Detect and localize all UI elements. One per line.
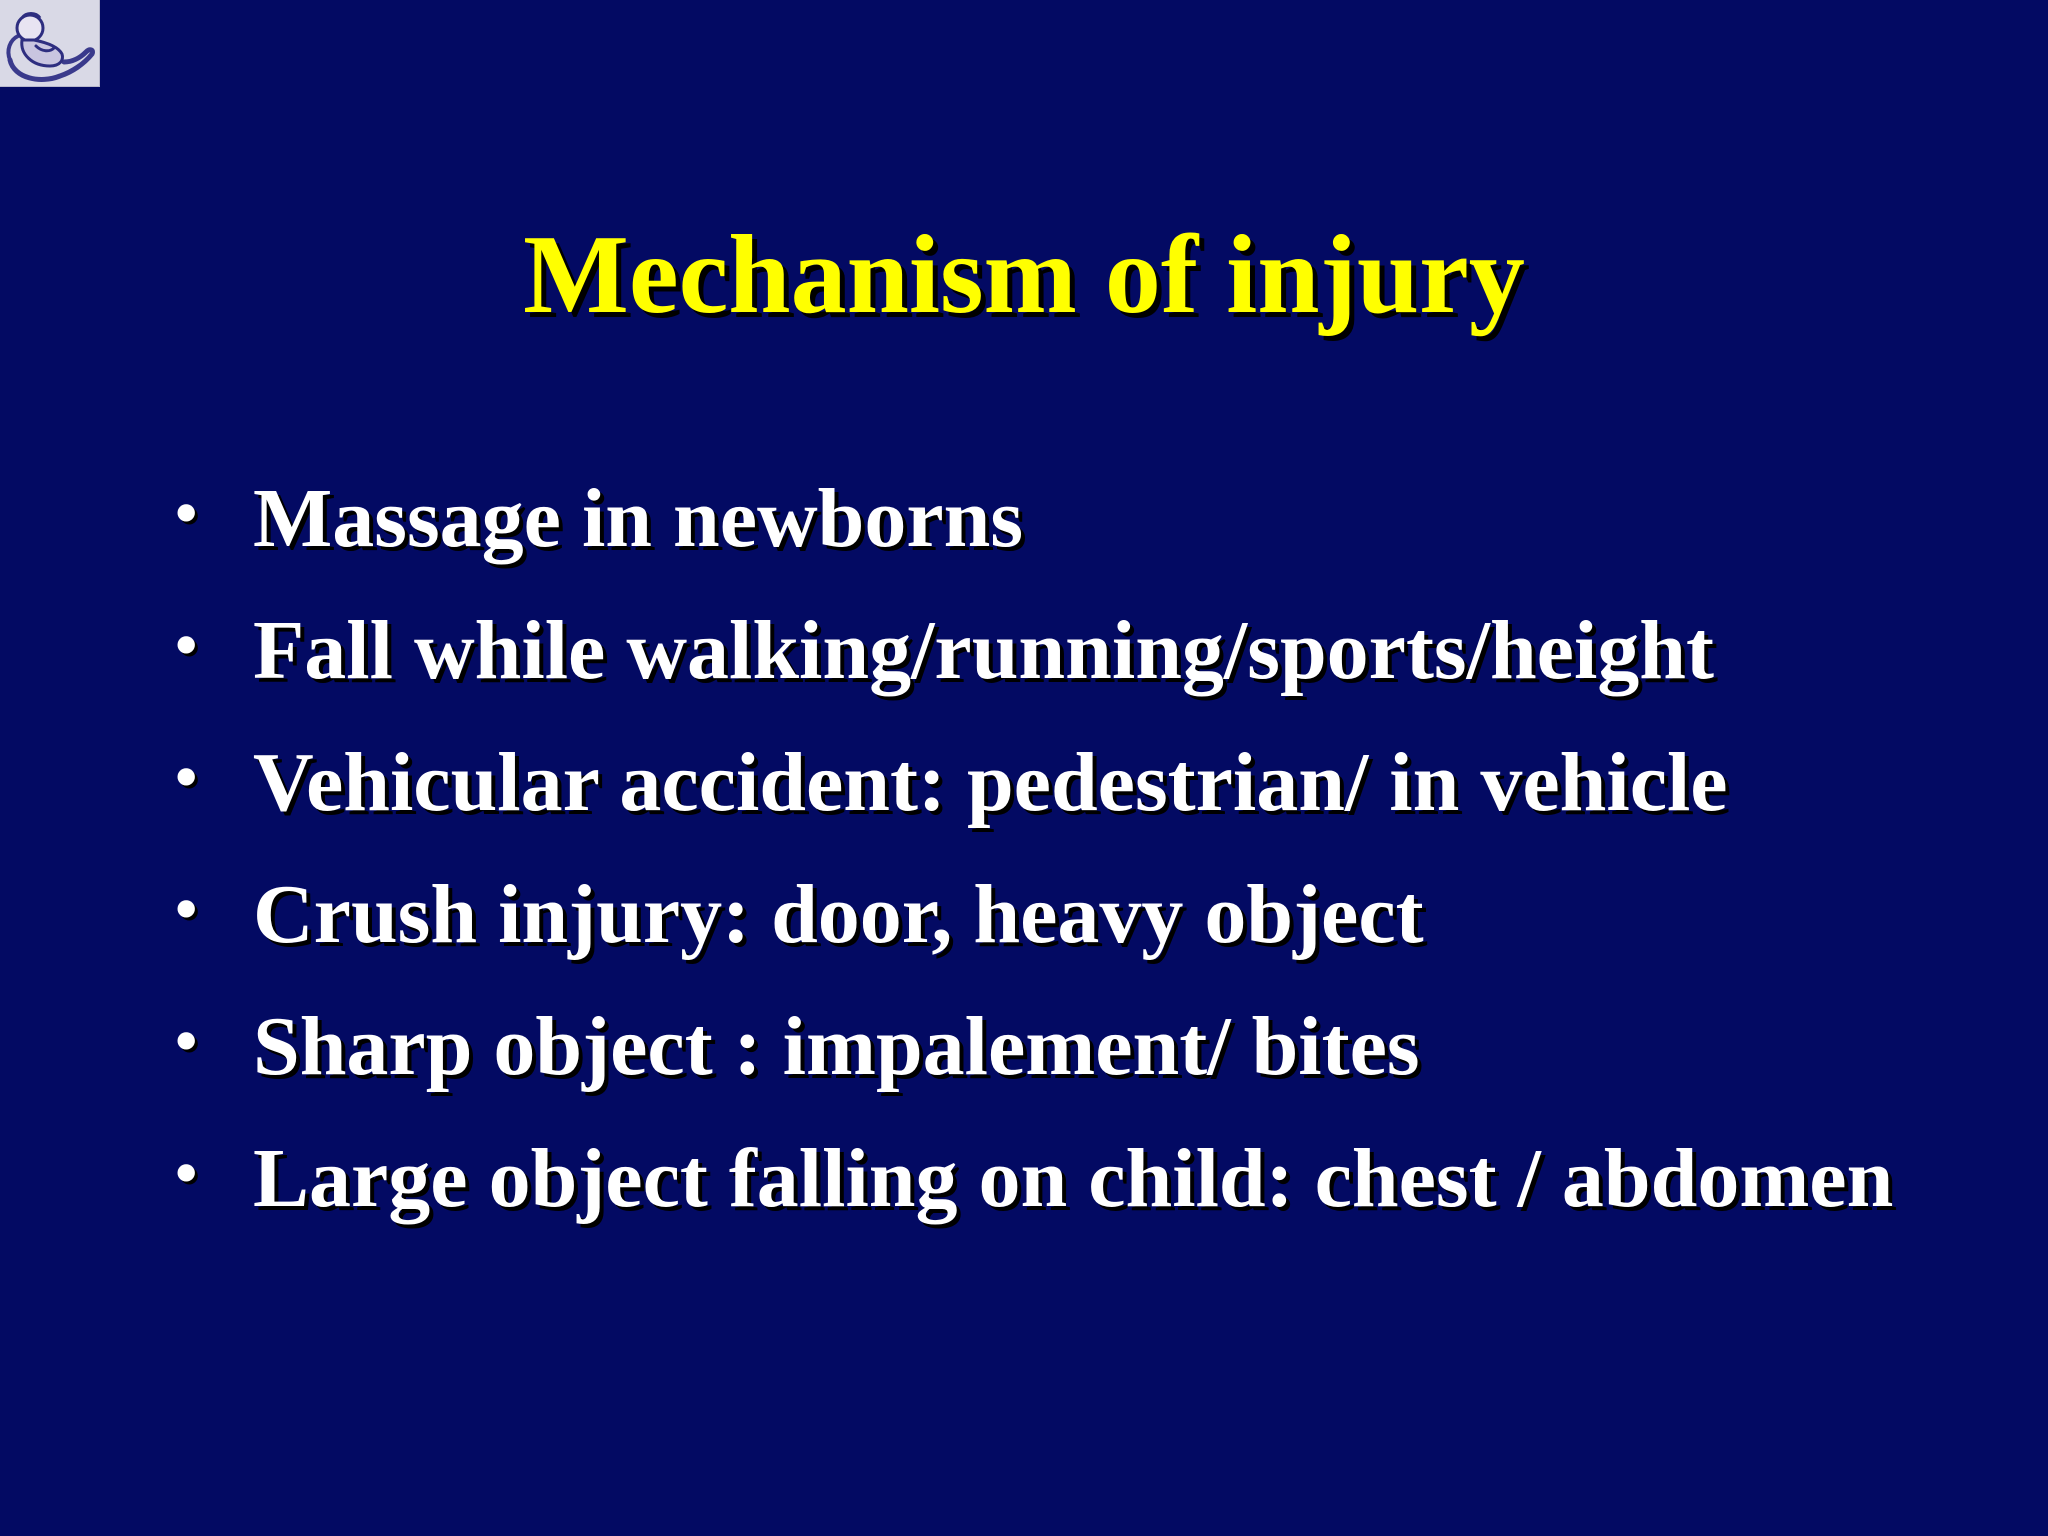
bullet-text: Fall while walking/running/sports/height bbox=[253, 604, 1714, 697]
bullet-item bbox=[175, 727, 1935, 839]
bullet-item bbox=[175, 595, 1935, 707]
bullet-text: Sharp object : impalement/ bites bbox=[253, 1000, 1420, 1093]
bullet-icon: • bbox=[175, 873, 198, 944]
bullet-item bbox=[175, 859, 1935, 971]
bullet-item bbox=[175, 1123, 1935, 1235]
bullet-text: Crush injury: door, heavy object bbox=[253, 868, 1424, 961]
bullet-text: Massage in newborns bbox=[253, 472, 1024, 565]
bullet-icon: • bbox=[175, 609, 198, 680]
bullet-icon: • bbox=[175, 741, 198, 812]
bullet-icon: • bbox=[175, 477, 198, 548]
bullet-icon: • bbox=[175, 1137, 198, 1208]
bullet-text: Vehicular accident: pedestrian/ in vehicle bbox=[253, 736, 1728, 829]
slide-title: Mechanism of injury bbox=[523, 213, 1525, 337]
bullet-icon: • bbox=[175, 1005, 198, 1076]
baby-in-hands-icon bbox=[0, 0, 100, 87]
bullet-list bbox=[175, 463, 1935, 1235]
bullet-item bbox=[175, 991, 1935, 1103]
bullet-text: Large object falling on child: chest / abdomen bbox=[253, 1132, 1894, 1225]
bullet-item bbox=[175, 463, 1935, 575]
